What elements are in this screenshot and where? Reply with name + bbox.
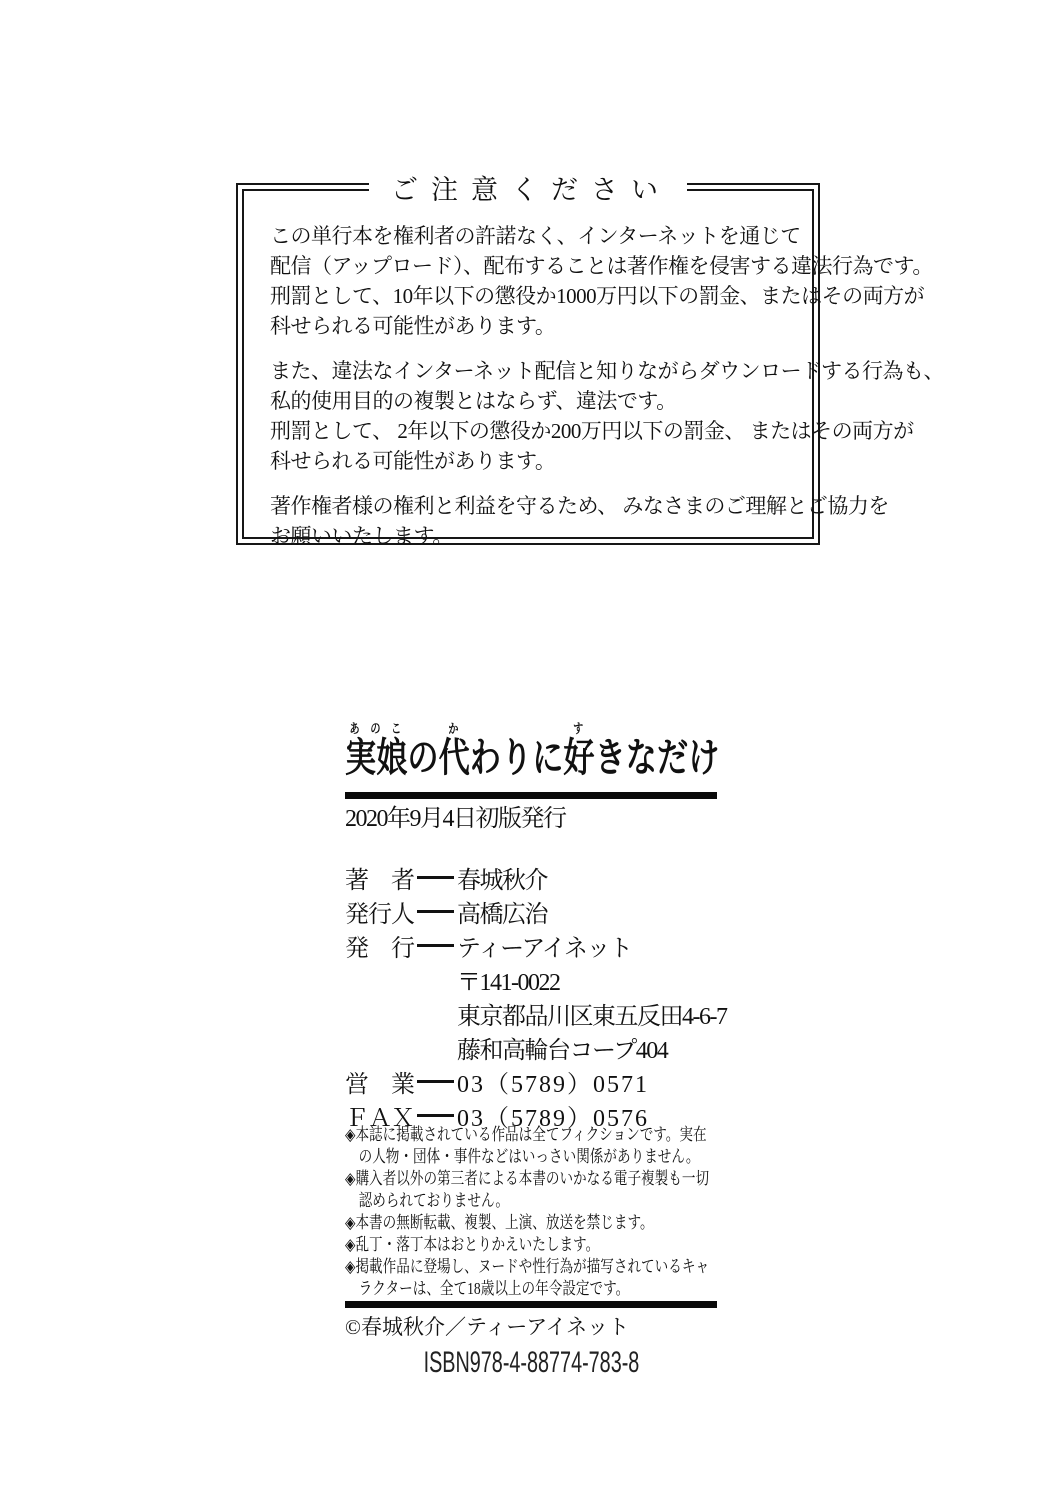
copyright-warning-box xyxy=(236,175,944,548)
note-item: ◈購入者以外の第三者による本書のいかなる電子複製も一切認められておりません。 xyxy=(345,1169,710,1210)
info-value: 〒141-0022 xyxy=(457,969,560,996)
note-item: ◈本誌に掲載されている作品は全てフィクションです。実在の人物・団体・事件などはいっさい関係がありません。 xyxy=(345,1125,707,1166)
warning-paragraphs xyxy=(244,191,944,551)
info-value: 03（5789）0571 xyxy=(457,1071,649,1098)
label-dash xyxy=(417,876,454,879)
warning-inner-border xyxy=(242,175,944,548)
divider-rule-bottom xyxy=(345,1301,717,1308)
book-title: 実娘あのこの代かわりに好すきなだけ xyxy=(345,721,720,780)
copyright-line: ©春城秋介／ティーアイネット xyxy=(345,1315,630,1339)
note-item: ◈乱丁・落丁本はおとりかえいたします。 xyxy=(345,1235,600,1254)
edition-date: 2020年9月4日初版発行 xyxy=(345,806,566,832)
info-row xyxy=(345,894,717,928)
info-label: 著 者 xyxy=(345,867,414,894)
info-value: ティーアイネット xyxy=(457,935,632,962)
label-dash xyxy=(417,1114,454,1117)
label-dash xyxy=(417,1080,454,1083)
divider-rule-top xyxy=(345,792,717,799)
info-label: 営 業 xyxy=(345,1071,414,1098)
info-row xyxy=(345,1064,717,1098)
info-row xyxy=(345,860,717,894)
warning-paragraph: 著作権者様の権利と利益を守るため、 みなさまのご理解とご協力を お願いいたします。 xyxy=(270,494,889,548)
address-line xyxy=(345,1030,717,1064)
publication-info xyxy=(345,860,727,1132)
note-item: ◈本書の無断転載、複製、上演、放送を禁じます。 xyxy=(345,1213,654,1232)
note-item: ◈掲載作品に登場し、ヌードや性行為が描写されているキャラクターは、全て18歳以上の年令設定です。 xyxy=(345,1257,710,1298)
notes-list xyxy=(345,1124,717,1300)
info-label: 発行人 xyxy=(345,901,414,928)
address-line xyxy=(345,996,727,1030)
label-dash xyxy=(417,910,454,913)
warning-paragraph: また、違法なインターネット配信と知りながらダウンロードする行為も、 私的使用目的の複製とはならず、違法です。 刑罰として、 2年以下の懲役か200万円以下の罰金、 またはその両方が 科せられる可能性があります。 xyxy=(270,359,944,473)
info-value: 東京都品川区東五反田4-6-7 xyxy=(457,1003,727,1030)
info-value: 春城秋介 xyxy=(457,867,547,894)
label-dash xyxy=(417,944,454,947)
colophon-block xyxy=(345,712,727,1379)
info-row xyxy=(345,928,717,962)
info-value: 03（5789）0576 xyxy=(457,1105,649,1132)
info-label: 発 行 xyxy=(345,935,414,962)
info-value: 高橋広治 xyxy=(457,901,547,928)
warning-paragraph: この単行本を権利者の許諾なく、インターネットを通じて 配信（アップロード）、配布することは著作権を侵害する違法行為です。 刑罰として、10年以下の懲役か1000万円以下の罰金、またはその両方が 科せられる可能性があります。 xyxy=(270,224,933,338)
isbn: ISBN978-4-88774-783-8 xyxy=(423,1346,639,1379)
info-value: 藤和高輪台コープ404 xyxy=(457,1037,668,1064)
warning-title: ご注意ください xyxy=(369,173,687,207)
info-label: ＦＡＸ xyxy=(345,1105,414,1132)
address-line xyxy=(345,962,717,996)
isbn-row xyxy=(345,1347,717,1379)
